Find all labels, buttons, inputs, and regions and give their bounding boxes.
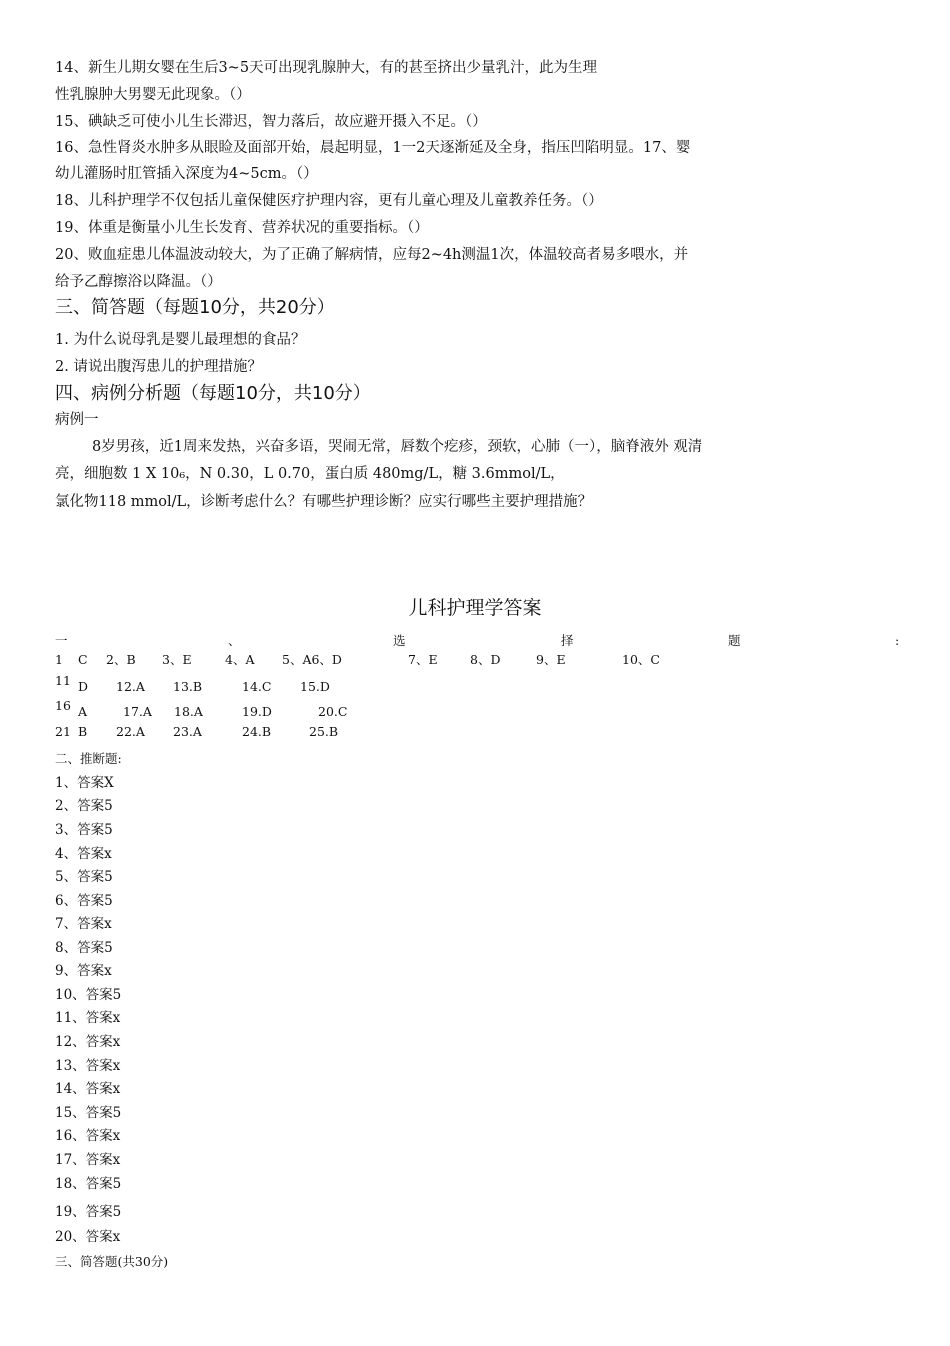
judgment-answer-item: 20、答案x xyxy=(55,1229,121,1245)
judgment-answer-item: 14、答案x xyxy=(55,1081,121,1097)
answers-title: 儿科护理学答案 xyxy=(408,597,542,619)
answer-cell: 12.A xyxy=(116,679,145,694)
judgment-answer-item: 13、答案x xyxy=(55,1058,121,1074)
answer-cell: 3、E xyxy=(162,652,192,667)
judgment-answer-item: 2、答案5 xyxy=(55,798,113,814)
section-4-heading: 四、病例分析题（每题10分，共10分） xyxy=(55,383,371,404)
judgment-answer-item: 3、答案5 xyxy=(55,822,113,838)
question-16-line1: 16、急性肾炎水肿多从眼睑及面部开始，晨起明显，1一2天逐渐延及全身，指压凹陷明显。17、婴 xyxy=(55,140,691,156)
short-answer-heading: 三、简答题(共30分) xyxy=(55,1254,169,1269)
answer-cell: 1 xyxy=(55,652,63,667)
judgment-answer-item: 19、答案5 xyxy=(55,1204,122,1220)
judgment-answer-item: 11、答案x xyxy=(55,1010,121,1026)
judgment-answer-item: 10、答案5 xyxy=(55,987,122,1003)
answer-cell: 11 xyxy=(55,673,71,688)
choice-heading-5: 题 xyxy=(728,633,741,648)
judgment-answer-item: 9、答案x xyxy=(55,963,112,979)
answer-cell: 7、E xyxy=(408,652,438,667)
question-14-line1: 14、新生儿期女婴在生后3~5天可出现乳腺肿大，有的甚至挤出少量乳汁，此为生理 xyxy=(55,60,598,76)
choice-heading-2: 、 xyxy=(228,633,241,648)
judgment-answer-item: 7、答案x xyxy=(55,916,112,932)
section-3-heading: 三、简答题（每题10分，共20分） xyxy=(55,297,335,318)
answer-cell: 14.C xyxy=(242,679,272,694)
judgment-answer-item: 4、答案x xyxy=(55,846,112,862)
question-20-line2: 给予乙醇擦浴以降温。（） xyxy=(55,274,222,290)
answer-cell: 18.A xyxy=(174,704,203,719)
answer-cell: 23.A xyxy=(173,724,202,739)
answer-cell: 2、B xyxy=(106,652,136,667)
answer-cell: 25.B xyxy=(309,724,339,739)
answer-cell: 10、C xyxy=(622,652,660,667)
answer-cell: 17.A xyxy=(123,704,152,719)
question-20-line1: 20、败血症患儿体温波动较大，为了正确了解病情，应每2~4h测温1次，体温较高者易多喂水，并 xyxy=(55,247,689,263)
question-15: 15、碘缺乏可使小儿生长滞迟，智力落后，故应避开摄入不足。（） xyxy=(55,114,487,130)
case-text-line3: 氯化物118 mmol/L，诊断考虑什么？有哪些护理诊断？应实行哪些主要护理措施？ xyxy=(55,494,593,510)
answer-cell: 13.B xyxy=(173,679,203,694)
answer-cell: 8、D xyxy=(470,652,501,667)
answer-cell: C xyxy=(78,652,88,667)
question-14-line2: 性乳腺肿大男婴无此现象。（） xyxy=(55,87,251,103)
short-question-1: 1. 为什么说母乳是婴儿最理想的食品？ xyxy=(55,332,306,348)
answer-cell: B xyxy=(78,724,88,739)
choice-heading-4: 择 xyxy=(561,633,574,648)
judgment-answer-item: 18、答案5 xyxy=(55,1176,122,1192)
answer-cell: 21 xyxy=(55,724,71,739)
answer-cell: 20.C xyxy=(318,704,348,719)
case-text-line2: 亮，细胞数 1 X 10₆，N 0.30，L 0.70，蛋白质 480mg/L，糖 3.6mmol/L， xyxy=(55,466,565,482)
judgment-answer-item: 1、答案X xyxy=(55,775,114,791)
choice-heading-1: 一 xyxy=(55,633,68,648)
answer-cell: 22.A xyxy=(116,724,145,739)
judgment-answer-item: 17、答案x xyxy=(55,1152,121,1168)
question-16-line2: 幼儿灌肠时肛管插入深度为4~5cm。（） xyxy=(55,166,318,182)
answer-cell: 16 xyxy=(55,698,71,713)
answer-cell: 15.D xyxy=(300,679,330,694)
choice-heading-3: 选 xyxy=(393,633,406,648)
judgment-answer-item: 6、答案5 xyxy=(55,893,113,909)
answer-cell: A xyxy=(78,704,88,719)
judgment-answers-heading: 二、推断题: xyxy=(55,751,122,766)
judgment-answer-item: 16、答案x xyxy=(55,1128,121,1144)
short-question-2: 2. 请说出腹泻患儿的护理措施？ xyxy=(55,359,262,375)
judgment-answer-item: 8、答案5 xyxy=(55,940,113,956)
judgment-answer-item: 12、答案x xyxy=(55,1034,121,1050)
answer-cell: 5、A6、D xyxy=(282,652,342,667)
case-label: 病例一 xyxy=(55,412,99,428)
question-19: 19、体重是衡量小儿生长发育、营养状况的重要指标。（） xyxy=(55,220,429,236)
judgment-answer-item: 15、答案5 xyxy=(55,1105,122,1121)
answer-cell: 9、E xyxy=(536,652,566,667)
answer-cell: D xyxy=(78,679,89,694)
question-18: 18、儿科护理学不仅包括儿童保健医疗护理内容，更有儿童心理及儿童教养任务。（） xyxy=(55,193,603,209)
answer-cell: 19.D xyxy=(242,704,272,719)
case-text-line1: 8岁男孩，近1周来发热，兴奋多语，哭闹无常，唇数个疙疹，颈软，心肺（一），脑脊液外 观清 xyxy=(92,439,703,455)
answer-cell: 24.B xyxy=(242,724,272,739)
answer-cell: 4、A xyxy=(225,652,255,667)
choice-heading-6: : xyxy=(895,633,900,648)
judgment-answer-item: 5、答案5 xyxy=(55,869,113,885)
